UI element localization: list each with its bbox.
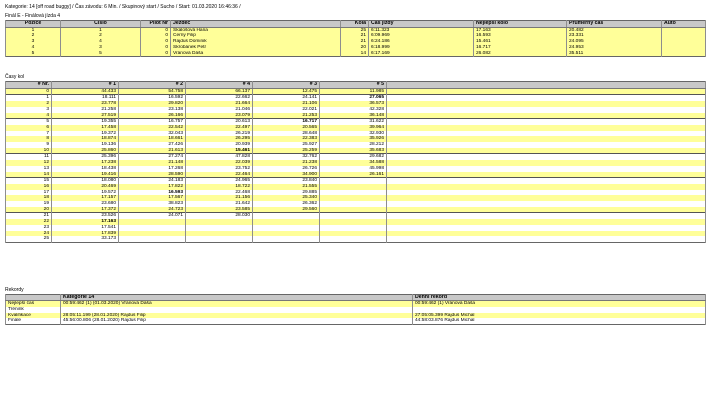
final-cell-number: 1 bbox=[61, 27, 141, 33]
lap-time-cell: 19.136 bbox=[52, 142, 119, 148]
final-cell-number: 2 bbox=[61, 33, 141, 39]
final-cell-average: 23.331 bbox=[567, 33, 662, 39]
lap-time-cell: 21.253 bbox=[253, 113, 320, 119]
col-header-best-lap: Nejlepší kolo bbox=[474, 21, 567, 28]
final-cell-position: 1 bbox=[6, 27, 61, 33]
lap-time-cell: 21.613 bbox=[119, 148, 186, 154]
lap-time-cell: 21.664 bbox=[186, 101, 253, 107]
lap-time-cell: 22.021 bbox=[253, 107, 320, 113]
lap-number-cell: 4 bbox=[6, 113, 52, 119]
record-category-cell: 45:56:00.806 (28.01.2020) Rajdus Filip bbox=[61, 318, 413, 324]
lap-number-cell: 8 bbox=[6, 136, 52, 142]
lap-time-cell: 22.464 bbox=[186, 172, 253, 178]
final-cell-driver: Vránová Dáša bbox=[171, 51, 341, 57]
lap-spacer-cell bbox=[387, 236, 706, 242]
lap-time-cell: 34.588 bbox=[320, 160, 387, 166]
lap-time-cell: 28.212 bbox=[320, 142, 387, 148]
lap-time-cell: 42.328 bbox=[320, 107, 387, 113]
lap-time-cell: 20.565 bbox=[253, 125, 320, 131]
lap-time-cell: 22.383 bbox=[253, 136, 320, 142]
final-cell-position: 2 bbox=[6, 33, 61, 39]
lap-time-cell: 34.900 bbox=[253, 172, 320, 178]
lap-time-cell: 35.683 bbox=[320, 148, 387, 154]
lap-time-cell: 27.426 bbox=[119, 142, 186, 148]
lap-time-cell: 21.106 bbox=[253, 101, 320, 107]
col-header-record-type bbox=[6, 294, 61, 301]
lap-number-cell: 6 bbox=[6, 125, 52, 131]
lap-time-cell: 19.416 bbox=[52, 172, 119, 178]
lap-time-cell: 26.726 bbox=[253, 166, 320, 172]
lap-time-cell: 16.592 bbox=[119, 95, 186, 101]
final-cell-driver: Škrobánek Petr bbox=[171, 45, 341, 51]
lap-time-cell: 17.567 bbox=[119, 195, 186, 201]
lap-time-cell: 26.295 bbox=[186, 136, 253, 142]
final-cell-driver: Skalošová Hana bbox=[171, 27, 341, 33]
lap-number-cell: 2 bbox=[6, 101, 52, 107]
lap-time-cell: 29.820 bbox=[119, 101, 186, 107]
col-header-laps: Kola bbox=[341, 21, 369, 28]
final-cell-laps: 21 bbox=[341, 39, 369, 45]
lap-time-cell: 19.572 bbox=[52, 190, 119, 196]
records-header-row bbox=[6, 294, 706, 301]
final-cell-average: 24.095 bbox=[567, 39, 662, 45]
final-cell-number: 5 bbox=[61, 51, 141, 57]
lap-time-cell: 24.141 bbox=[253, 95, 320, 101]
col-header-car-5: # 5 bbox=[320, 82, 387, 89]
lap-time-cell: 28.648 bbox=[253, 131, 320, 137]
final-cell-position: 4 bbox=[6, 45, 61, 51]
lap-time-cell: 23.840 bbox=[253, 178, 320, 184]
lap-number-cell: 23 bbox=[6, 225, 52, 231]
lap-number-cell: 10 bbox=[6, 148, 52, 154]
col-header-number: Číslo bbox=[61, 21, 141, 28]
col-header-average: Průměrný čas bbox=[567, 21, 662, 28]
lap-time-cell: 23.585 bbox=[186, 207, 253, 213]
lap-number-cell: 19 bbox=[6, 201, 52, 207]
lap-time-cell: 17.372 bbox=[52, 207, 119, 213]
lap-time-cell: 66.137 bbox=[186, 88, 253, 95]
lap-time-cell: 25.927 bbox=[253, 142, 320, 148]
lap-time-cell: 45.998 bbox=[320, 166, 387, 172]
lap-time-cell: 44.433 bbox=[52, 88, 119, 95]
records-table bbox=[5, 294, 706, 326]
lap-time-cell: 20.469 bbox=[52, 184, 119, 190]
lap-times-table bbox=[5, 81, 706, 243]
lap-time-cell: 38.823 bbox=[119, 201, 186, 207]
final-cell-laps: 14 bbox=[341, 51, 369, 57]
lap-time-cell: 32.762 bbox=[253, 154, 320, 160]
lap-time-cell: 29.560 bbox=[253, 207, 320, 213]
lap-time-cell: 25.860 bbox=[52, 148, 119, 154]
lap-time-cell: 17.839 bbox=[52, 231, 119, 237]
lap-time-cell: 27.065 bbox=[320, 95, 387, 101]
lap-number-cell: 11 bbox=[6, 154, 52, 160]
lap-time-cell: 32.043 bbox=[119, 131, 186, 137]
lap-time-cell: 26.362 bbox=[253, 201, 320, 207]
lap-time-cell: 24.071 bbox=[119, 213, 186, 219]
final-cell-position: 5 bbox=[6, 51, 61, 57]
lap-time-cell: 18.722 bbox=[186, 184, 253, 190]
lap-spacer-cell bbox=[387, 88, 706, 95]
race-info-header: Kategorie: 14 [off road buggy] / Čas závodu: 6 Min. / Skupinový start / Sucho / Start: 01.03.2020 16:46:36 / bbox=[5, 4, 241, 10]
final-results-table bbox=[5, 20, 706, 57]
lap-number-cell: 9 bbox=[6, 142, 52, 148]
lap-time-cell: 22.497 bbox=[186, 125, 253, 131]
lap-time-cell: 21.046 bbox=[186, 107, 253, 113]
final-section-title: Finál E - Finálová jízda 4 bbox=[5, 13, 61, 19]
lap-time-cell bbox=[253, 236, 320, 242]
final-cell-laps: 25 bbox=[341, 27, 369, 33]
lap-number-cell: 13 bbox=[6, 166, 52, 172]
lap-time-cell: 24.965 bbox=[186, 178, 253, 184]
lap-time-cell: 22.662 bbox=[186, 95, 253, 101]
lap-time-cell: 23.526 bbox=[52, 213, 119, 219]
lap-number-cell: 22 bbox=[6, 219, 52, 225]
lap-time-cell: 21.148 bbox=[119, 160, 186, 166]
final-cell-pilot-nr: 0 bbox=[141, 39, 171, 45]
lap-time-cell: 24.723 bbox=[119, 207, 186, 213]
lap-time-cell: 29.682 bbox=[320, 154, 387, 160]
record-type-cell: Trénink bbox=[6, 307, 61, 313]
lap-time-cell: 26.166 bbox=[119, 113, 186, 119]
lap-number-cell: 17 bbox=[6, 190, 52, 196]
lap-number-cell: 3 bbox=[6, 107, 52, 113]
record-type-cell: Kvalifikace bbox=[6, 313, 61, 319]
lap-time-cell bbox=[320, 236, 387, 242]
lap-time-cell: 11.985 bbox=[320, 88, 387, 95]
col-header-daily-record: Denní rekord bbox=[413, 294, 706, 301]
lap-time-cell: 15.461 bbox=[186, 148, 253, 154]
record-type-cell: Nejlepší čas bbox=[6, 301, 61, 307]
final-header-row bbox=[6, 21, 706, 28]
final-cell-pilot-nr: 0 bbox=[141, 51, 171, 57]
final-cell-pilot-nr: 0 bbox=[141, 27, 171, 33]
final-cell-laps: 20 bbox=[341, 45, 369, 51]
lap-time-cell: 21.156 bbox=[186, 195, 253, 201]
lap-time-cell: 23.778 bbox=[52, 101, 119, 107]
lap-number-cell: 5 bbox=[6, 119, 52, 125]
col-header-car-1: # 1 bbox=[52, 82, 119, 89]
final-cell-number: 3 bbox=[61, 45, 141, 51]
laps-section-title: Časy kol bbox=[5, 74, 25, 80]
col-header-category: Kategorie 14 bbox=[61, 294, 413, 301]
lap-time-cell: 35.926 bbox=[320, 136, 387, 142]
lap-time-cell: 18.874 bbox=[52, 136, 119, 142]
lap-time-cell: 21.238 bbox=[253, 160, 320, 166]
lap-time-cell: 24.183 bbox=[119, 178, 186, 184]
lap-time-cell: 21.555 bbox=[253, 184, 320, 190]
lap-number-cell: 1 bbox=[6, 95, 52, 101]
lap-time-cell: 23.138 bbox=[119, 107, 186, 113]
lap-time-cell: 16.593 bbox=[119, 190, 186, 196]
lap-number-cell: 14 bbox=[6, 172, 52, 178]
lap-number-cell: 24 bbox=[6, 231, 52, 237]
lap-time-cell: 22.039 bbox=[186, 160, 253, 166]
col-header-lap-nr: # Nr. bbox=[6, 82, 52, 89]
col-header-position: Pozice bbox=[6, 21, 61, 28]
lap-time-cell: 32.930 bbox=[320, 131, 387, 137]
final-cell-laps: 21 bbox=[341, 33, 369, 39]
lap-time-cell: 17.541 bbox=[52, 225, 119, 231]
lap-time-cell: 26.161 bbox=[320, 172, 387, 178]
record-row bbox=[6, 318, 706, 324]
record-daily-cell: 44:58:03.876 Rajdus Michal bbox=[413, 318, 706, 324]
lap-time-cell: 23.079 bbox=[186, 113, 253, 119]
lap-time-cell: 39.964 bbox=[320, 125, 387, 131]
final-cell-driver: Rajdus Dominik bbox=[171, 39, 341, 45]
final-cell-car bbox=[662, 51, 706, 57]
lap-time-cell: 54.758 bbox=[119, 88, 186, 95]
final-cell-race-time: 6:18.999 bbox=[369, 45, 474, 51]
final-cell-best-lap: 16.717 bbox=[474, 45, 567, 51]
lap-time-cell: 18.080 bbox=[52, 178, 119, 184]
lap-time-cell: 18.661 bbox=[119, 136, 186, 142]
lap-time-cell: 36.148 bbox=[320, 113, 387, 119]
lap-time-cell: 17.238 bbox=[52, 160, 119, 166]
col-header-car-3: # 3 bbox=[253, 82, 320, 89]
col-header-pilot-nr: Pilot Nr bbox=[141, 21, 171, 28]
lap-time-cell: 29.885 bbox=[253, 190, 320, 196]
lap-time-cell: 17.163 bbox=[52, 219, 119, 225]
final-cell-race-time: 6:17.169 bbox=[369, 51, 474, 57]
final-cell-pilot-nr: 0 bbox=[141, 33, 171, 39]
lap-number-cell: 21 bbox=[6, 213, 52, 219]
col-header-car-4: # 4 bbox=[186, 82, 253, 89]
lap-row bbox=[6, 236, 706, 242]
record-daily-cell: 27:05:05.399 Rajdus Michal bbox=[413, 313, 706, 319]
lap-time-cell: 17.458 bbox=[52, 125, 119, 131]
final-cell-position: 3 bbox=[6, 39, 61, 45]
lap-number-cell: 7 bbox=[6, 131, 52, 137]
lap-time-cell: 47.828 bbox=[186, 154, 253, 160]
lap-time-cell: 22.468 bbox=[186, 190, 253, 196]
lap-time-cell: 22.542 bbox=[119, 125, 186, 131]
laps-header-row bbox=[6, 82, 706, 89]
lap-time-cell: 25.259 bbox=[253, 148, 320, 154]
lap-time-cell: 25.340 bbox=[253, 195, 320, 201]
lap-time-cell: 18.111 bbox=[52, 95, 119, 101]
lap-time-cell: 25.396 bbox=[52, 154, 119, 160]
final-cell-best-lap: 17.163 bbox=[474, 27, 567, 33]
lap-time-cell: 26.219 bbox=[186, 131, 253, 137]
lap-number-cell: 12 bbox=[6, 160, 52, 166]
final-cell-average: 35.511 bbox=[567, 51, 662, 57]
col-header-car: Auto bbox=[662, 21, 706, 28]
lap-time-cell: 18.438 bbox=[52, 166, 119, 172]
col-header-spacer bbox=[387, 82, 706, 89]
lap-time-cell: 28.030 bbox=[186, 213, 253, 219]
lap-time-cell: 16.757 bbox=[119, 119, 186, 125]
record-category-cell: 00:59:462 (1) (01.03.2020) Vránová Dáša bbox=[61, 301, 413, 307]
final-cell-race-time: 6:24.186 bbox=[369, 39, 474, 45]
records-section-title: Rekordy bbox=[5, 287, 24, 293]
final-cell-average: 24.953 bbox=[567, 45, 662, 51]
final-cell-race-time: 6:11.323 bbox=[369, 27, 474, 33]
final-cell-best-lap: 15.461 bbox=[474, 39, 567, 45]
lap-time-cell: 28.590 bbox=[119, 172, 186, 178]
final-cell-driver: Černý Filip bbox=[171, 33, 341, 39]
lap-number-cell: 16 bbox=[6, 184, 52, 190]
lap-time-cell: 21.258 bbox=[52, 107, 119, 113]
col-header-driver: Jezdec bbox=[171, 21, 341, 28]
lap-time-cell: 17.822 bbox=[119, 184, 186, 190]
final-cell-best-lap: 26.082 bbox=[474, 51, 567, 57]
lap-time-cell: 20.613 bbox=[186, 119, 253, 125]
final-cell-average: 20.482 bbox=[567, 27, 662, 33]
lap-time-cell: 19.372 bbox=[52, 131, 119, 137]
final-cell-best-lap: 16.593 bbox=[474, 33, 567, 39]
lap-time-cell: 20.939 bbox=[186, 142, 253, 148]
lap-time-cell: 17.157 bbox=[52, 195, 119, 201]
lap-time-cell bbox=[119, 236, 186, 242]
lap-time-cell: 12.475 bbox=[253, 88, 320, 95]
lap-time-cell: 36.573 bbox=[320, 101, 387, 107]
record-daily-cell: 00:59:462 (1) Vránová Dáša bbox=[413, 301, 706, 307]
record-category-cell: 28:05:11.199 (28.01.2020) Rajdus Filip bbox=[61, 313, 413, 319]
lap-time-cell: 27.519 bbox=[52, 113, 119, 119]
lap-time-cell: 16.717 bbox=[253, 119, 320, 125]
lap-row bbox=[6, 88, 706, 95]
lap-time-cell: 31.622 bbox=[320, 119, 387, 125]
lap-number-cell: 0 bbox=[6, 88, 52, 95]
lap-time-cell: 21.642 bbox=[186, 201, 253, 207]
final-cell-number: 4 bbox=[61, 39, 141, 45]
lap-time-cell: 23.680 bbox=[52, 201, 119, 207]
lap-time-cell: 17.268 bbox=[119, 166, 186, 172]
col-header-car-2: # 2 bbox=[119, 82, 186, 89]
lap-number-cell: 15 bbox=[6, 178, 52, 184]
final-row bbox=[6, 51, 706, 57]
final-cell-race-time: 6:09.969 bbox=[369, 33, 474, 39]
lap-number-cell: 18 bbox=[6, 195, 52, 201]
lap-time-cell bbox=[186, 236, 253, 242]
lap-time-cell: 23.752 bbox=[186, 166, 253, 172]
final-cell-pilot-nr: 0 bbox=[141, 45, 171, 51]
lap-number-cell: 20 bbox=[6, 207, 52, 213]
col-header-race-time: Čas jízdy bbox=[369, 21, 474, 28]
lap-time-cell: 33.173 bbox=[52, 236, 119, 242]
record-type-cell: Finále bbox=[6, 318, 61, 324]
lap-time-cell: 19.355 bbox=[52, 119, 119, 125]
lap-time-cell: 27.274 bbox=[119, 154, 186, 160]
lap-number-cell: 25 bbox=[6, 236, 52, 242]
